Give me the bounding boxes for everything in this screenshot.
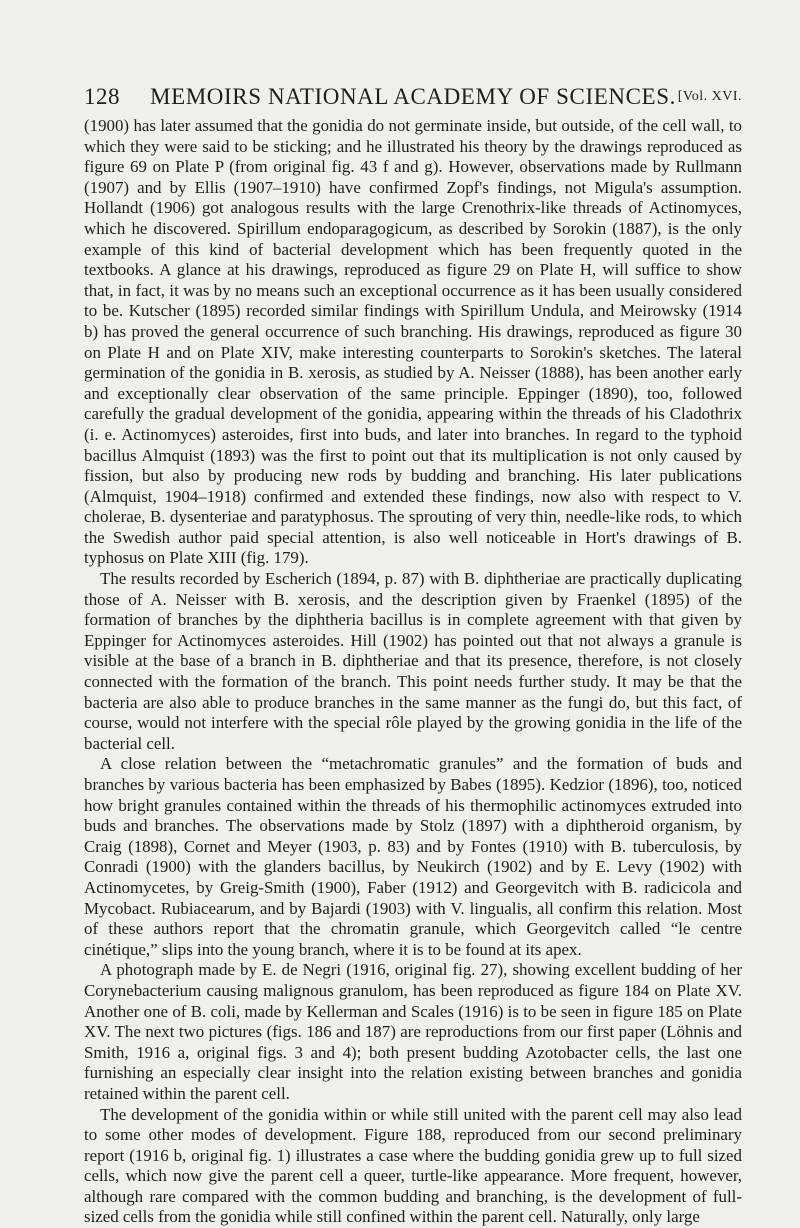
paragraph-2: The results recorded by Escherich (1894, p. 87) with B. diphtheriae are practically duplicating those of A. Neisser with B. xerosis, and the description given by Fraenkel (1895) of the formation of branches by the diphtheria bacillus is in complete agreement with that given by Eppinger for Actinomyces asteroides. Hill (1902) has pointed out that not always a granule is visible at the base of a branch in B. diphtheriae and that its presence, therefore, is not closely connected with the formation of the branch. This point needs further study. It may be that the bacteria are also able to produce branches in the same manner as the fungi do, but this fact, of course, would not interfere with the special rôle played by the growing gonidia in the life of the bacterial cell.	[84, 569, 742, 754]
running-title: MEMOIRS NATIONAL ACADEMY OF SCIENCES.	[84, 84, 742, 110]
body-text	[84, 116, 742, 1228]
page-number: 128	[84, 84, 120, 110]
page-header	[84, 84, 742, 110]
paragraph-3: A close relation between the “metachromatic granules” and the formation of buds and branches by various bacteria has been emphasized by Babes (1895). Kedzior (1896), too, noticed how bright granules contained within the threads of his thermophilic actinomyces extruded into buds and branches. The observations made by Stolz (1897) with a diphtheroid organism, by Craig (1898), Cornet and Meyer (1903, p. 83) and by Fontes (1910) with B. tuberculosis, by Conradi (1900) with the glanders bacillus, by Neukirch (1902) and by E. Levy (1902) with Actinomycetes, by Greig-Smith (1900), Faber (1912) and Georgevitch with B. radicicola and Mycobact. Rubiacearum, and by Bajardi (1903) with V. lingualis, all confirm this relation. Most of these authors report that the chromatin granule, which Georgevitch called “le centre cinétique,” slips into the young branch, where it is to be found at its apex.	[84, 754, 742, 960]
volume-label: [Vol. XVI.	[678, 89, 742, 105]
paragraph-1: (1900) has later assumed that the gonidia do not germinate inside, but outside, of the cell wall, to which they were said to be sticking; and he illustrated his theory by the drawings reproduced as figure 69 on Plate P (from original fig. 43 f and g). However, observations made by Rullmann (1907) and by Ellis (1907–1910) have confirmed Zopf's findings, not Migula's assumption. Hollandt (1906) got analogous results with the large Crenothrix-like threads of Actinomyces, which he discovered. Spirillum endoparagogicum, as described by Sorokin (1887), is the only example of this kind of bacterial development which has been frequently quoted in the textbooks. A glance at his drawings, reproduced as figure 29 on Plate H, will suffice to show that, in fact, it was by no means such an exceptional occurrence as it has been usually considered to be. Kutscher (1895) recorded similar findings with Spirillum Undula, and Meirowsky (1914 b) has proved the general occurrence of such branching. His drawings, reproduced as figure 30 on Plate H and on Plate XIV, make interesting counterparts to Sorokin's sketches. The lateral germination of the gonidia in B. xerosis, as studied by A. Neisser (1888), has been another early and exceptionally clear observation of the same principle. Eppinger (1890), too, followed carefully the gradual development of the gonidia, appearing within the threads of his Cladothrix (i. e. Actinomyces) asteroides, first into buds, and later into branches. In regard to the typhoid bacillus Almquist (1893) was the first to point out that its multiplication is not only caused by fission, but also by producing new rods by budding and branching. His later publications (Almquist, 1904–1918) confirmed and extended these findings, now also with respect to V. cholerae, B. dysenteriae and paratyphosus. The sprouting of very thin, needle-like rods, to which the Swedish author paid special attention, is also well noticeable in Hort's drawings of B. typhosus on Plate XIII (fig. 179).	[84, 116, 742, 569]
paragraph-4: A photograph made by E. de Negri (1916, original fig. 27), showing excellent budding of her Corynebacterium causing malignous granulom, has been reproduced as figure 184 on Plate XV. Another one of B. coli, made by Kellerman and Scales (1916) is to be seen in figure 185 on Plate XV. The next two pictures (figs. 186 and 187) are reproductions from our first paper (Löhnis and Smith, 1916 a, original figs. 3 and 4); both present budding Azotobacter cells, the last one furnishing an especially clear insight into the relation existing between branches and gonidia retained within the parent cell.	[84, 960, 742, 1104]
paragraph-5: The development of the gonidia within or while still united with the parent cell may also lead to some other modes of development. Figure 188, reproduced from our second preliminary report (1916 b, original fig. 1) illustrates a case where the budding gonidia grew up to full sized cells, which now give the parent cell a queer, turtle-like appearance. More frequent, however, although rare compared with the common budding and branching, is the development of full-sized cells from the gonidia while still confined within the parent cell. Naturally, only large	[84, 1105, 742, 1228]
